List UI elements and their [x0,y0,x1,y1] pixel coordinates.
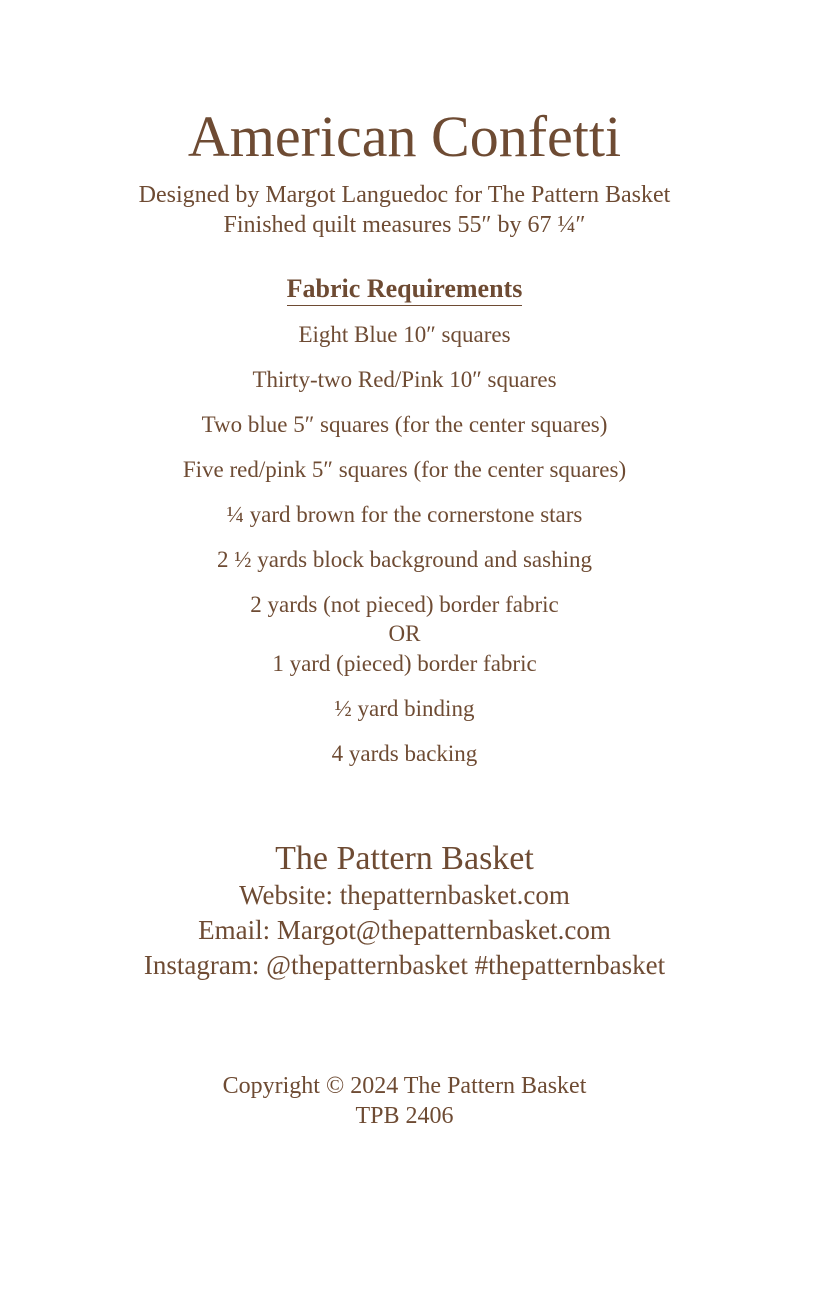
fabric-item: Eight Blue 10″ squares [298,322,511,347]
fabric-item: 2 yards (not pieced) border fabric [250,592,559,617]
fabric-item: Two blue 5″ squares (for the center squares) [201,412,608,437]
website-line: Website: thepatternbasket.com [239,880,570,910]
fabric-requirements-heading [0,276,809,302]
pattern-code: TPB 2406 [355,1103,454,1129]
fabric-item: 4 yards backing [331,741,478,766]
company-name: The Pattern Basket [275,840,534,877]
fabric-item: Five red/pink 5″ squares (for the center squares) [182,457,627,482]
instagram-line: Instagram: @thepatternbasket #thepatternbasket [143,950,666,980]
fabric-requirements-heading-text: Fabric Requirements [287,274,523,306]
fabric-item: ½ yard binding [334,696,475,721]
fabric-item-or: OR [388,621,421,646]
copyright-line: Copyright © 2024 The Pattern Basket [222,1073,587,1099]
fabric-item: 1 yard (pieced) border fabric [272,651,537,676]
fabric-item: ¼ yard brown for the cornerstone stars [226,502,583,527]
designer-line: Designed by Margot Languedoc for The Pattern Basket [138,182,671,208]
quilt-size-line: Finished quilt measures 55″ by 67 ¼″ [223,212,586,238]
fabric-item: Thirty-two Red/Pink 10″ squares [252,367,557,392]
page-title: American Confetti [187,104,622,169]
email-line: Email: Margot@thepatternbasket.com [198,915,611,945]
fabric-item: 2 ½ yards block background and sashing [217,547,592,572]
